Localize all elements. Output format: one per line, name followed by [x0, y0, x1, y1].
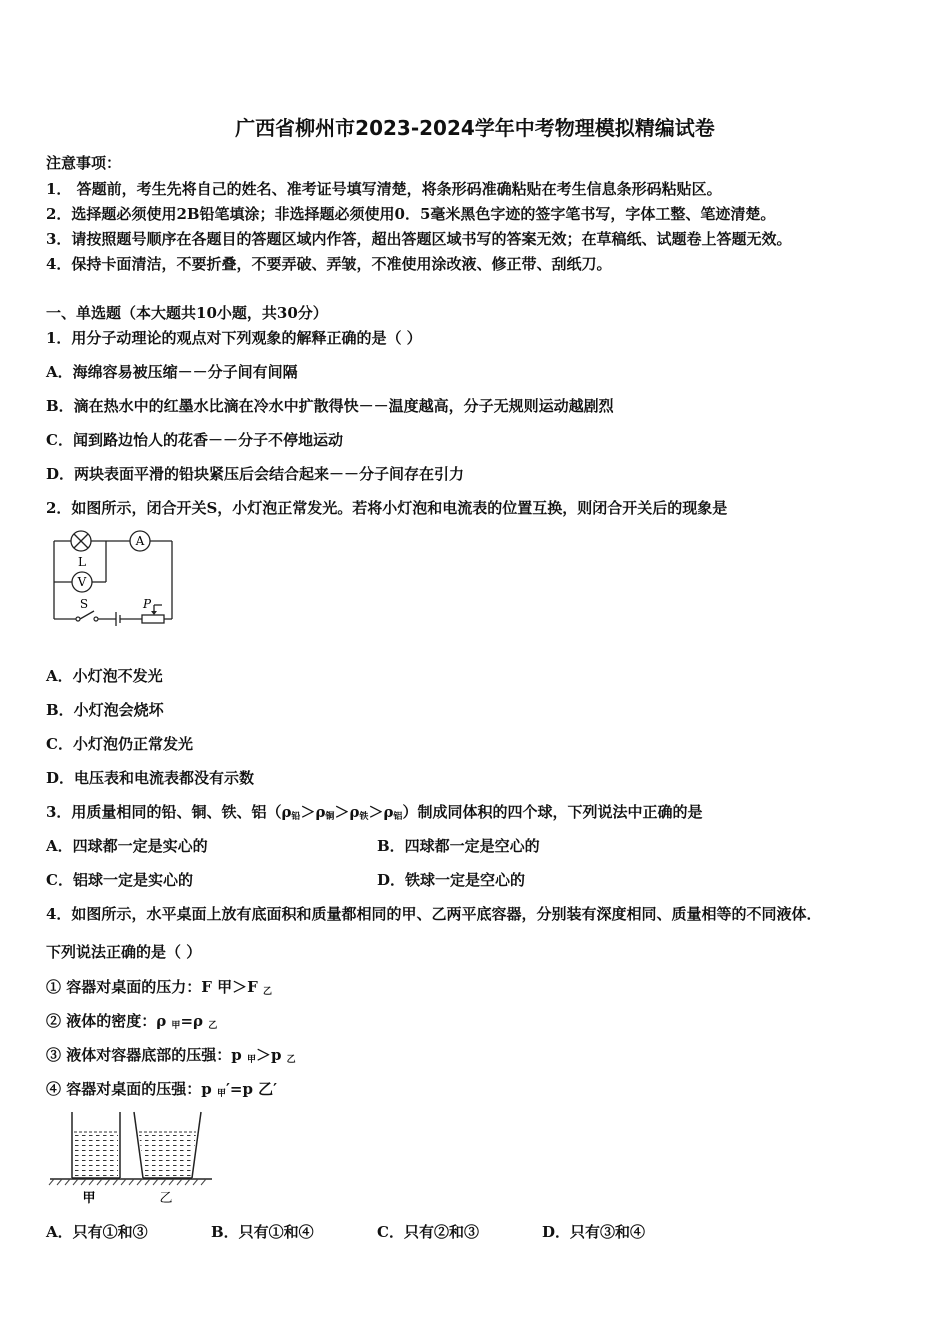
- q4-statement-3: ③ 液体对容器底部的压强：p $_甲$＞p $_乙$: [46, 1046, 296, 1065]
- q1-option-c: C．闻到路边怡人的花香－－分子不停地运动: [46, 431, 343, 449]
- q2-stem: 2．如图所示，闭合开关S，小灯泡正常发光。若将小灯泡和电流表的位置互换，则闭合开关后的现象是: [46, 499, 728, 517]
- container-jia-label: 甲: [82, 1191, 96, 1206]
- q4-option-a: A．只有①和③: [46, 1223, 148, 1241]
- q1-stem: 1．用分子动理论的观点对下列观象的解释正确的是（ ）: [46, 329, 422, 347]
- q3-stem: 3．用质量相同的铅、铜、铁、铝$(\rho_铅>\rho_铜>\rho_铁>\rho_铝)$制成同体积的四个球，下列说法中正确的是: [46, 803, 703, 822]
- slider-label: P: [142, 597, 152, 611]
- lamp-icon: [71, 531, 91, 551]
- notice-item-1: 1． 答题前，考生先将自己的姓名、准考证号填写清楚，将条形码准确粘贴在考生信息条形码粘贴区。: [46, 180, 722, 198]
- q4-containers-diagram: [46, 1108, 216, 1206]
- container-jia: [72, 1112, 120, 1178]
- section-heading: 一、单选题（本大题共10小题，共30分）: [46, 304, 328, 322]
- q3-option-d: D．铁球一定是空心的: [377, 871, 526, 889]
- q4-option-d: D．只有③和④: [542, 1223, 646, 1241]
- q4-option-b: B．只有①和④: [211, 1223, 314, 1241]
- q4-question: 下列说法正确的是（ ）: [46, 943, 202, 961]
- q2-option-b: B．小灯泡会烧坏: [46, 701, 164, 719]
- q4-statement-2: ② 液体的密度：ρ $_甲$=ρ $_乙$: [46, 1012, 218, 1031]
- q3-option-a: A．四球都一定是实心的: [46, 837, 208, 855]
- q4-statement-1: ① 容器对桌面的压力：F 甲＞F $_乙$: [46, 978, 272, 997]
- switch-label: S: [79, 597, 89, 611]
- q2-option-a: A．小灯泡不发光: [46, 667, 163, 685]
- ammeter-icon: [130, 531, 150, 551]
- notice-item-2: 2．选择题必须使用2B铅笔填涂；非选择题必须使用0．5毫米黑色字迹的签字笔书写，字体工整、笔迹清楚。: [46, 205, 776, 223]
- voltmeter-icon: [72, 572, 92, 592]
- container-yi-label: 乙: [159, 1191, 173, 1206]
- q1-option-d: D．两块表面平滑的铅块紧压后会结合起来－－分子间存在引力: [46, 465, 465, 483]
- page-title: 广西省柳州市2023-2024学年中考物理模拟精编试卷: [235, 116, 715, 140]
- q4-statement-4: ④ 容器对桌面的压强：p $_甲$′=p 乙′: [46, 1080, 278, 1099]
- q4-option-c: C．只有②和③: [377, 1223, 479, 1241]
- q1-option-a: A．海绵容易被压缩－－分子间有间隔: [46, 363, 298, 381]
- q2-circuit-diagram: [44, 527, 184, 627]
- q3-option-c: C．铝球一定是实心的: [46, 871, 193, 889]
- q4-stem: 4．如图所示，水平桌面上放有底面积和质量都相同的甲、乙两平底容器，分别装有深度相同、质量相等的不同液体．: [46, 905, 822, 923]
- notice-item-3: 3．请按照题号顺序在各题目的答题区域内作答，超出答题区域书写的答案无效；在草稿纸、试题卷上答题无效。: [46, 230, 792, 248]
- q2-option-d: D．电压表和电流表都没有示数: [46, 769, 255, 787]
- notice-heading: 注意事项：: [46, 154, 122, 172]
- lamp-label: L: [78, 555, 86, 569]
- q1-option-b: B．滴在热水中的红墨水比滴在冷水中扩散得快－－温度越高，分子无规则运动越剧烈: [46, 397, 614, 415]
- svg-text:A: A: [135, 534, 145, 548]
- notice-item-4: 4．保持卡面清洁，不要折叠，不要弄破、弄皱，不准使用涂改液、修正带、刮纸刀。: [46, 255, 612, 273]
- q2-option-c: C．小灯泡仍正常发光: [46, 735, 193, 753]
- svg-text:V: V: [77, 575, 87, 589]
- container-yi: [134, 1112, 201, 1178]
- q3-option-b: B．四球都一定是空心的: [377, 837, 540, 855]
